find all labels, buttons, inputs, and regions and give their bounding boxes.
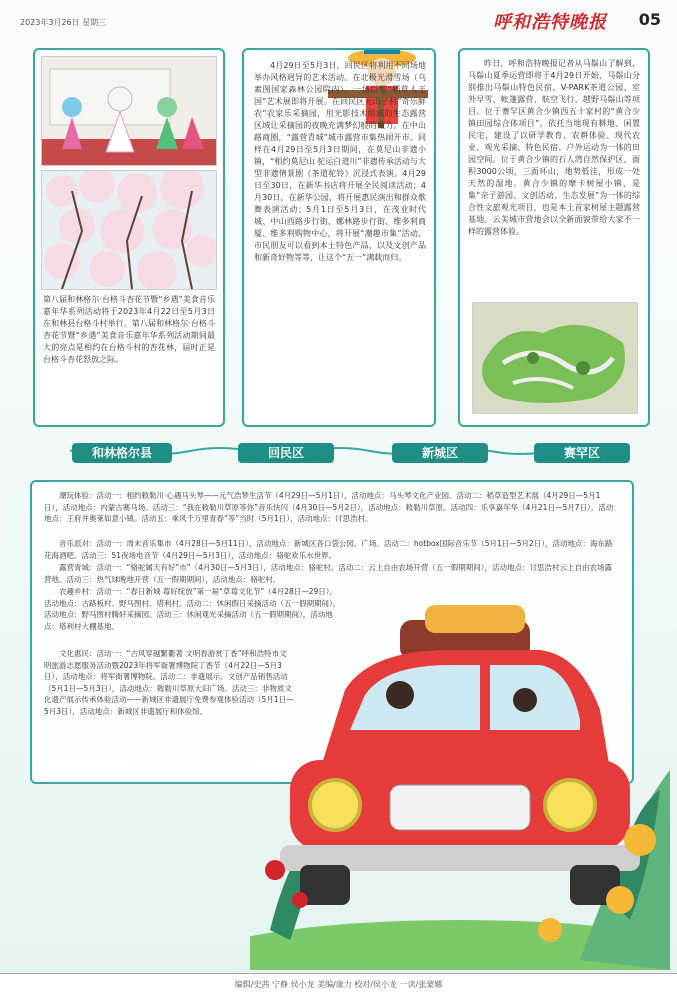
saihan-article: 昨日，呼和浩特晚报记者从马鬃山了解到，马鬃山夏季运营即将于4月29日开始，马鬃山分别推出马鬃山特色民宿、V-PARK茶道公园、室外早雪、帐篷露营、航空飞行、越野马鬃山等项目。位于赛罕区黄合少镇西五十家村的“黄合少镇田园综合体项目”，依托当地现有耕地、闲置民宅，建设了以研学教育、农耕体验、现代农业、观光采摘、特色民宿、户外运动为一体的田园空间。位于黄合少镇的石人湾自然保护区，面积3000公顷，三面环山，地势低洼，形成一处天然的湿地。黄合少镇的摩卡树屋小镇，是集“亲子游园、文创活动、生态发展”为一体的综合性文旅观光项目，也是本土首家树屋主题露营基地。云美城市营地会以全新面貌带给大家不一样的露营体验。: [468, 59, 640, 236]
aerial-photo: [472, 302, 638, 414]
tab-helingeer[interactable]: 和林格尔县: [72, 443, 172, 463]
column-saihan: [458, 48, 650, 427]
event-camping: 露营青城：活动一：“骆驼属天有好”市”（4月30日—5月3日），活动地点：骆驼村。活动二：云上自由农场开营（五一假期期间），活动地点：讨思浩村云上自由农场露营地。活动三：热气球晚地开营（五一假期期间），活动地点：骆驼村。: [44, 563, 613, 584]
performance-illustration: [42, 57, 216, 165]
masthead: 呼和浩特晚报: [493, 12, 607, 33]
event-culture: 文化惠民：活动一：“古风穿越繁衢著 文明春游赏丁香”呼和浩特市文明旅游志愿服务活动暨2023年将军衙署博物院丁香节（4月22日—5月3日），活动地点：将军衙署博物院。活动二：非遗展示、文创产品销售活动（5月1日—5月3日），活动地点：敕勒川草原大旧广场。活动三：非物质文化遗产展示传承体验活动——新城区非遗展厅免费参观体验活动（5月1日—5月3日），活动地点：新城区非遗展厅和体验馆。: [44, 649, 294, 716]
performance-photo: [41, 56, 217, 166]
tab-xincheng[interactable]: 新城区: [392, 443, 488, 463]
column-huimin: [242, 48, 436, 427]
event-trendy: 潮玩体验：活动一：相约敕勒川·心遇马头琴——元气浩梦生活节（4月29日—5月1日），活动地点：马头琴文化产业园。活动二：稻草造型艺术展（4月29日—5月1日），活动地点：内蒙古赛马场。活动三：“我在敕勒川草原等你”音乐快闪（4月30日—5月2日），活动地点：敕勒川草原。活动四：乐享嘉年华（4月21日—5月7日），活动地点：王府井奥莱如意小镇。活动五：乘风千万里青春“等”当时（5月1日），活动地点：讨思浩村。: [44, 491, 614, 523]
tab-saihan[interactable]: 赛罕区: [534, 443, 630, 463]
event-farm: 农趣乡村：活动一：“春日新城 莓好绽放”第一届“草莓文化节”（4月28日—29日），活动地点：古路板村、野马图村、塔利村。活动二：休闲假日采摘活动（五一假期期间），活动地点：野马图村腾轩采摘园。活动三：休闲观光采摘活动（五一假期期间），活动地点：塔利村大棚基地。: [44, 587, 341, 631]
editor-credits: 编辑/史茜 宁静 侯小龙 美编/康力 校对/侯小龙 一读/张蒙娜: [0, 973, 677, 998]
huimin-article: 4月29日至5月3日，回民区将利用不同场地举办风格迥异的艺术活动。在北极光滑雪场（乌素图国家森林公园院内），一场巨型“稻草人王国”艺术展即将开展。在回民区元山子村“奇乐鲜农”农家乐采摘园，用光影技术组成的生态露营区域让采摘园的夜晚充满梦幻般的魔力。在中山路商圈，“露营青城”城市露营市集热闹开市。同样在4月29日至5月3日期间，在莫尼山非遗小镇，“相约莫尼山 驼运白道川”非遗传承活动与大型非遗情景剧《茶道驼铃》沉浸式表演。4月29日至30日，在新华书店将开展全民阅读活动；4月30日，在新华公园，将开展惠民演出和群众歌舞表演活动；5月1日至5月3日，在茂业时代城、中山西路步行街、娜林路步行街、维多利商厦、维多利购物中心，将开展“潮趣市集”活动，市民朋友可以看到本土特色产品，以及文创产品和新奇好物等等，让这个“五一”满载而归。: [254, 61, 426, 262]
road-trip-illustration: [250, 600, 670, 970]
event-music: 音乐派对：活动一：周末音乐集市（4月28日—5月11日），活动地点：新城区各口袋公园、广场。活动二：hotbox国际音乐节（5月1日—5月2日），活动地点：海东路花海酒吧。活动三：51夜场电音节（4月29日—5月3日），活动地点：骆驼欢乐水世界。: [44, 539, 613, 560]
helingeer-caption: 第八届和林格尔·台格斗杏花节暨“乡遇”美食音乐嘉年华系列活动将于2023年4月22日至5月3日在和林县台格斗村举行。第八届和林格尔·台格斗杏花节暨“乡遇”美食音乐嘉年华系列活动期间最大的亮点是相约在台格斗村的杏花林，届时正是台格斗杏花怒放之际。: [43, 295, 215, 364]
aerial-illustration: [473, 303, 637, 413]
column-helingeer: [33, 48, 225, 427]
issue-date: 2023年3月26日 星期三: [20, 18, 107, 27]
page-number: 05: [638, 10, 661, 29]
tab-huimin[interactable]: 回民区: [238, 443, 334, 463]
apricot-blossom-photo: [41, 170, 217, 290]
blossom-illustration: [42, 171, 216, 289]
